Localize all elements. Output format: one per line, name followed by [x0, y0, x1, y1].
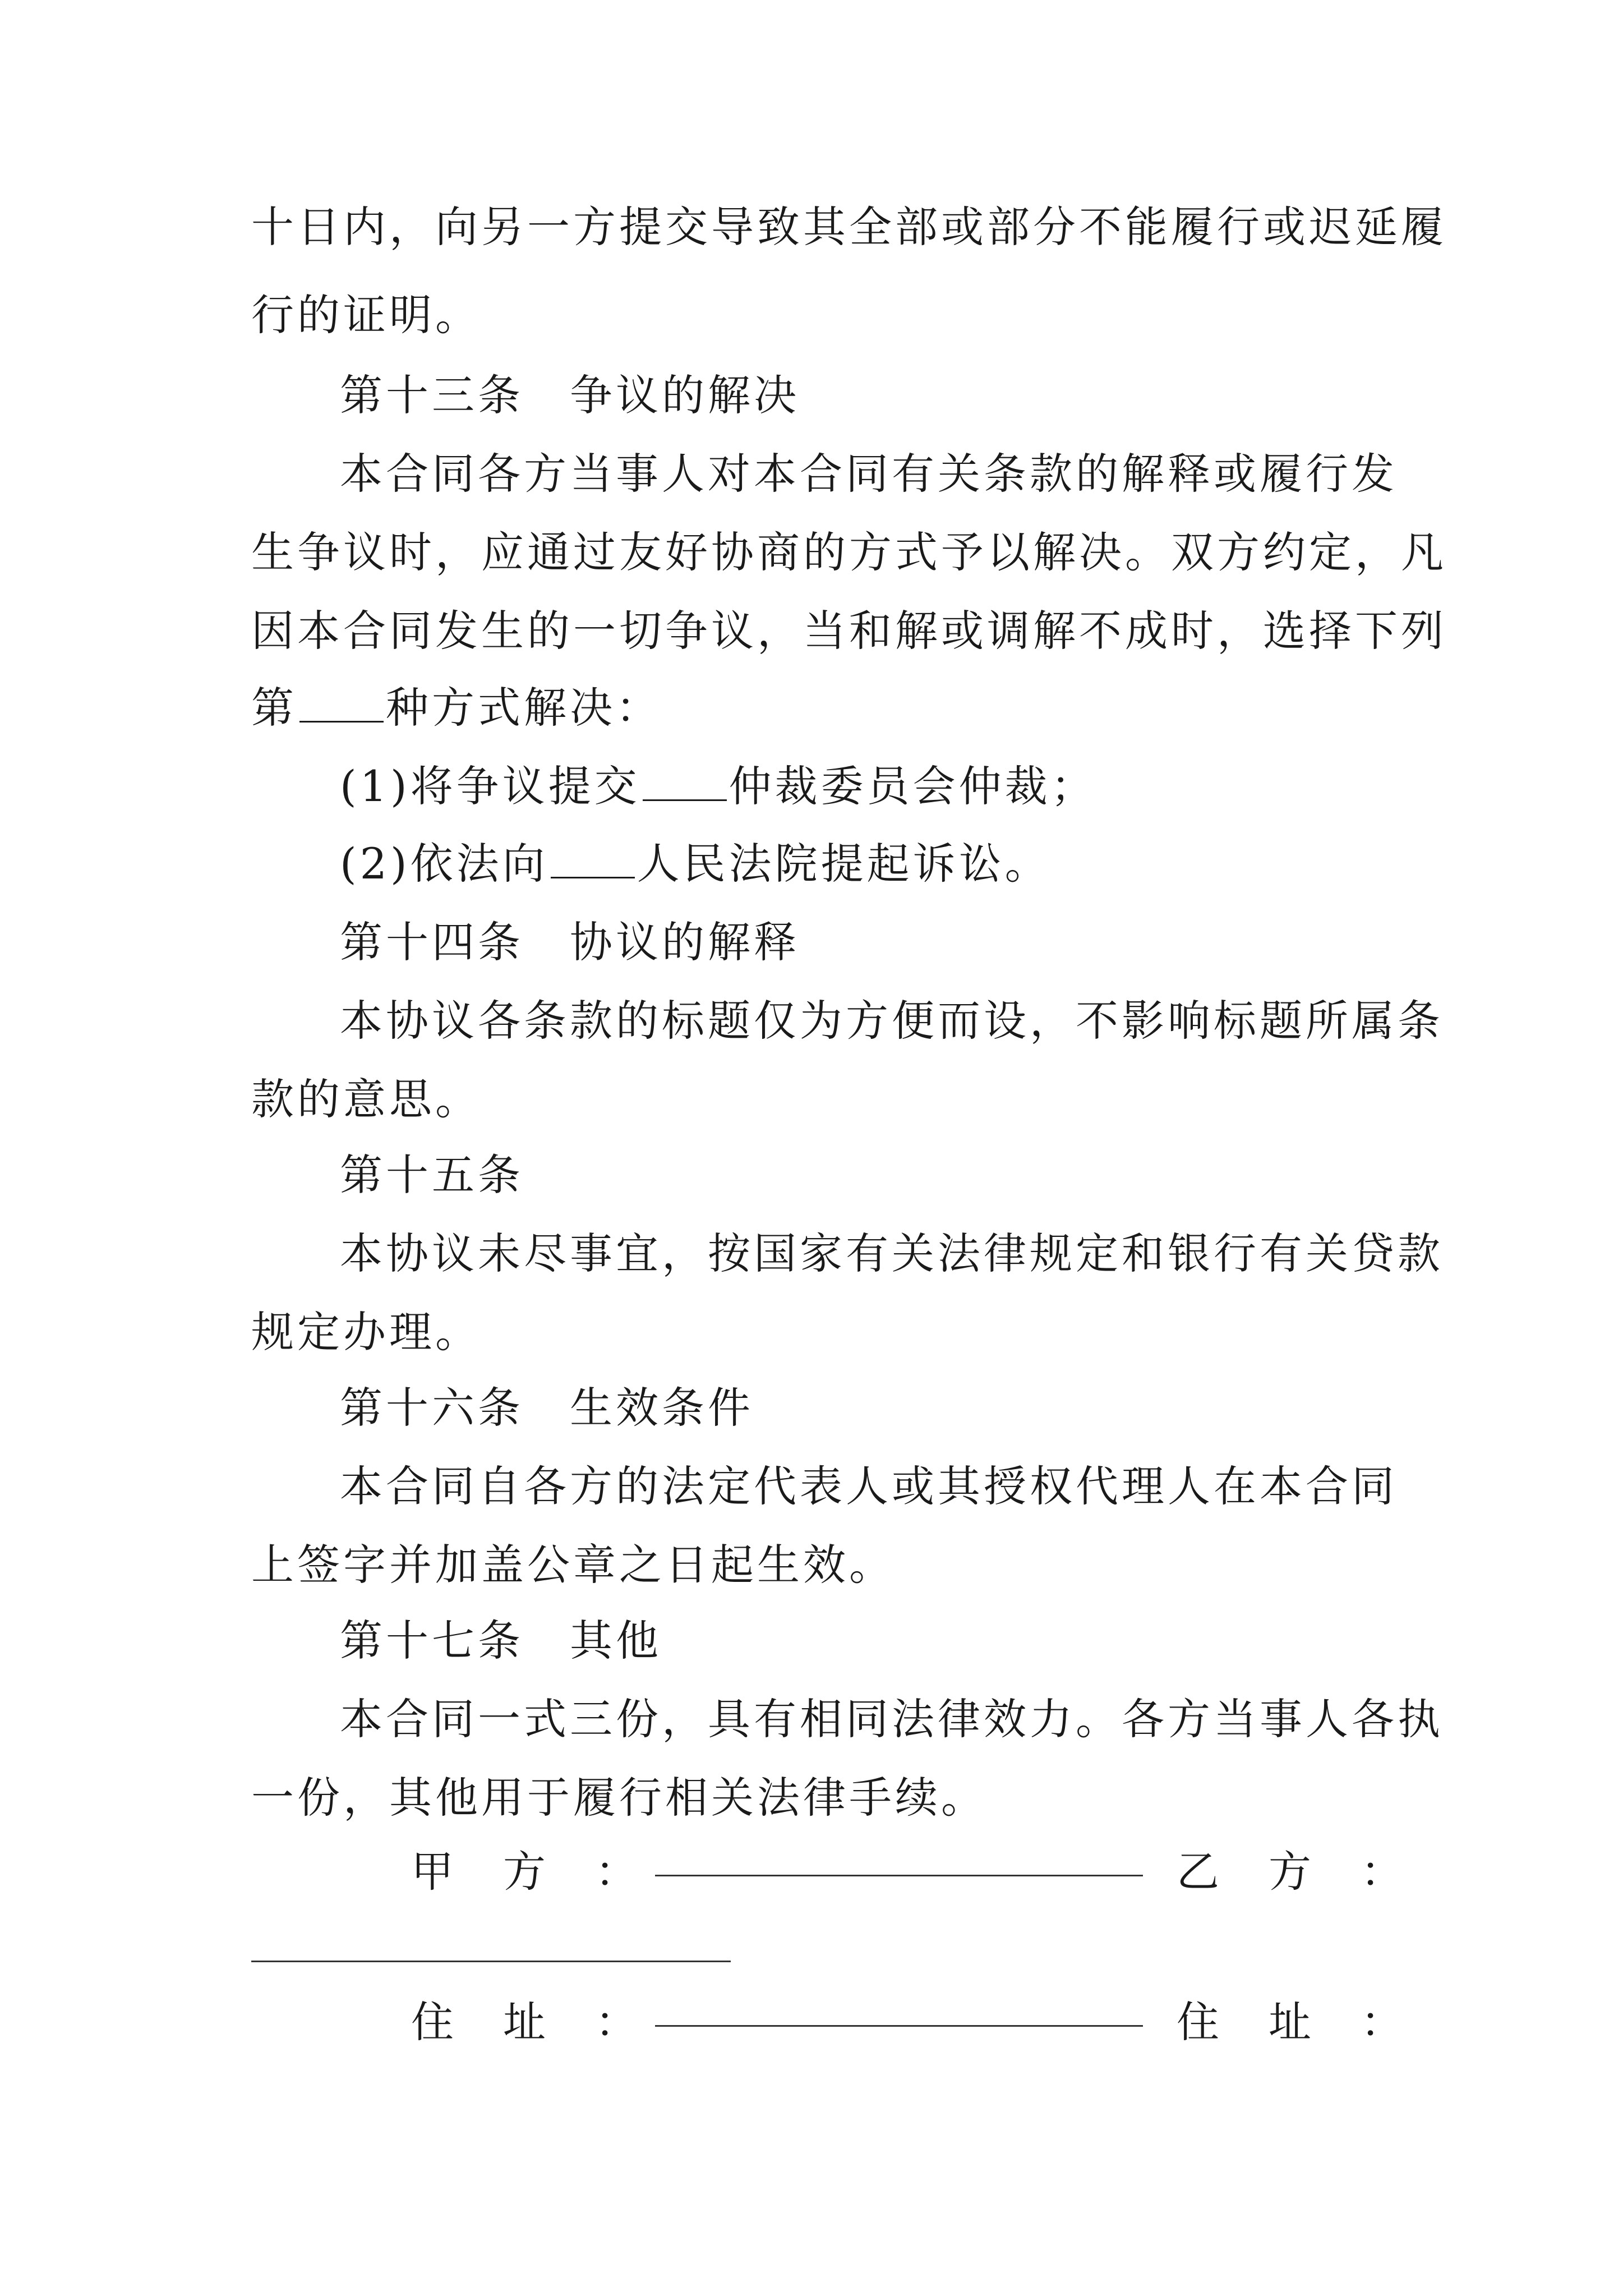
article-15-title: 第十五条 — [340, 1150, 524, 1200]
paragraph-line: 十日内，向另一方提交导致其全部或部分不能履行或迟延履 — [251, 202, 1447, 252]
text-segment: 人民法院提起诉讼。 — [637, 839, 1051, 889]
fill-in-blank — [551, 871, 635, 878]
paragraph-line: 因本合同发生的一切争议，当和解或调解不成时，选择下列 — [251, 606, 1447, 656]
paragraph-line: 本协议各条款的标题仅为方便而设，不影响标题所属条 — [340, 996, 1444, 1046]
party-b-signature-line — [251, 1961, 731, 1962]
paragraph-line: 本合同自各方的法定代表人或其授权代理人在本合同 — [340, 1461, 1398, 1511]
text-segment: 仲裁委员会仲裁； — [728, 761, 1097, 811]
text-segment: 种方式解决： — [386, 683, 662, 733]
paragraph-line: 上签字并加盖公章之日起生效。 — [251, 1540, 895, 1590]
text-segment: (1)将争议提交 — [340, 761, 640, 811]
paragraph-line: 本合同一式三份，具有相同法律效力。各方当事人各执 — [340, 1694, 1444, 1744]
address-b-label: 住 址 ： — [1177, 1997, 1407, 2047]
party-a-signature-line — [655, 1875, 1143, 1876]
paragraph-line: 一份，其他用于履行相关法律手续。 — [251, 1773, 987, 1823]
paragraph-line: 行的证明。 — [251, 290, 481, 340]
party-a-label: 甲 方 ： — [411, 1847, 641, 1897]
address-a-line — [655, 2025, 1143, 2027]
option-line — [340, 758, 1097, 815]
text-segment: (2)依法向 — [340, 839, 548, 889]
article-17-title: 第十七条 其他 — [340, 1616, 662, 1665]
article-16-title: 第十六条 生效条件 — [340, 1383, 754, 1433]
fill-in-blank — [643, 794, 727, 801]
paragraph-line: 款的意思。 — [251, 1074, 481, 1124]
fill-in-blank — [299, 715, 384, 723]
text-segment: 第 — [251, 683, 297, 733]
address-a-label: 住 址 ： — [411, 1997, 641, 2047]
option-line — [340, 836, 1051, 892]
paragraph-line-with-blank — [251, 680, 662, 736]
party-b-label: 乙 方 ： — [1177, 1847, 1407, 1897]
paragraph-line: 本协议未尽事宜，按国家有关法律规定和银行有关贷款 — [340, 1228, 1444, 1278]
paragraph-line: 本合同各方当事人对本合同有关条款的解释或履行发 — [340, 449, 1398, 499]
paragraph-line: 生争议时，应通过友好协商的方式予以解决。双方约定，凡 — [251, 527, 1447, 577]
paragraph-line: 规定办理。 — [251, 1307, 481, 1357]
article-14-title: 第十四条 协议的解释 — [340, 917, 800, 967]
article-13-title: 第十三条 争议的解决 — [340, 370, 800, 420]
